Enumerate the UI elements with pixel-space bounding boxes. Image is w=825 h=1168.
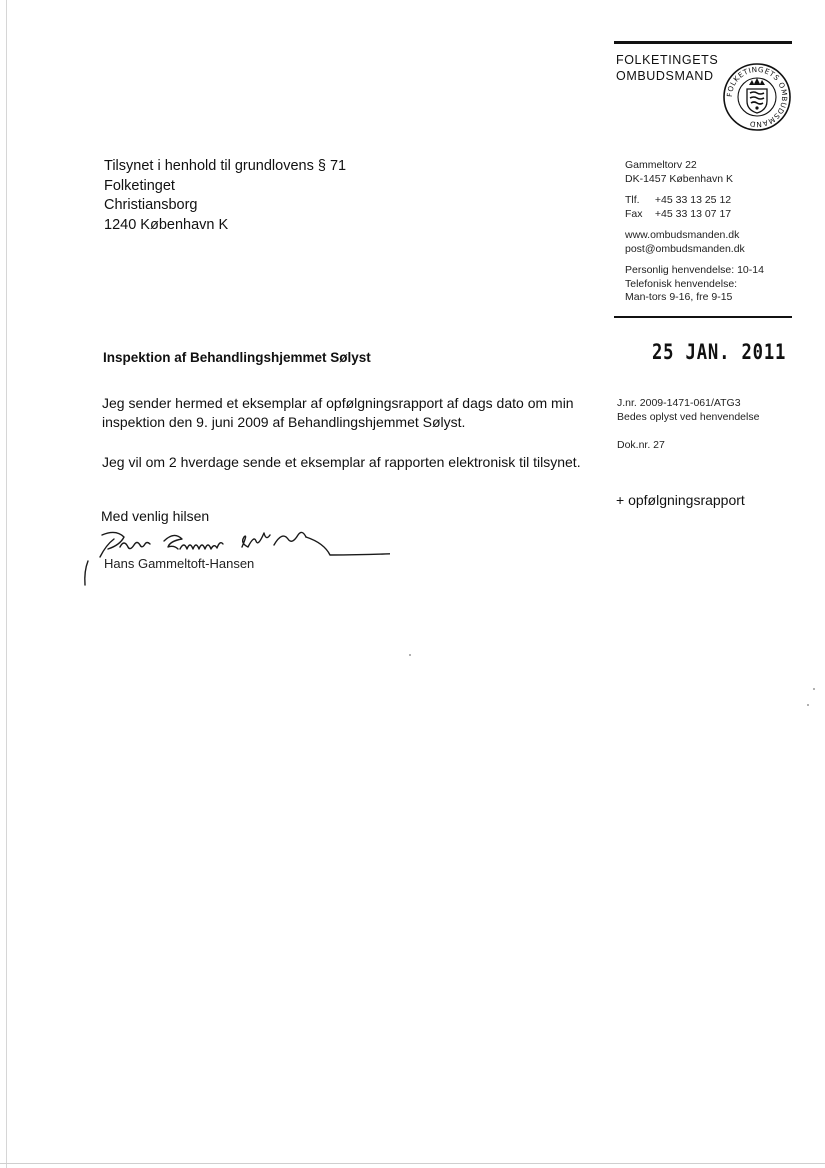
scan-edge-bottom (0, 1163, 825, 1164)
organization-name-line2: OMBUDSMAND (616, 69, 714, 83)
contact-divider-rule (614, 316, 792, 318)
sender-email: post@ombudsmanden.dk (625, 242, 745, 255)
phone-number: +45 33 13 25 12 (654, 194, 732, 206)
organization-name (616, 52, 718, 84)
body-paragraph-1 (102, 394, 592, 432)
sender-phone-row (625, 194, 764, 208)
reference-note: Bedes oplyst ved henvendelse (617, 410, 760, 423)
recipient-line: Folketinget (104, 177, 175, 194)
date-stamp: 25 JAN. 2011 (652, 340, 787, 364)
journal-number: J.nr. 2009-1471-061/ATG3 (617, 397, 741, 409)
svg-text:FOLKETINGETS OMBUDSMAND (725, 65, 789, 129)
body-line: inspektion den 9. juni 2009 af Behandlingshjemmet Sølyst. (102, 414, 466, 430)
recipient-line: 1240 København K (104, 216, 229, 233)
document-number: Dok.nr. 27 (617, 439, 665, 451)
hours-personal: Personlig henvendelse: 10-14 (625, 264, 764, 276)
hours-phone-label: Telefonisk henvendelse: (625, 277, 738, 290)
recipient-line: Christiansborg (104, 197, 198, 213)
scan-speck (807, 704, 809, 706)
sender-street: Gammeltorv 22 (625, 159, 697, 171)
closing-greeting: Med venlig hilsen (101, 508, 210, 524)
sender-contact-block (625, 159, 764, 305)
recipient-line: Tilsynet i henhold til grundlovens § 71 (104, 158, 347, 174)
phone-label: Tlf. (625, 194, 640, 206)
fax-label: Fax (625, 207, 643, 220)
enclosure-note: + opfølgningsrapport (616, 492, 745, 508)
letter-subject: Inspektion af Behandlingshjemmet Sølyst (103, 350, 371, 365)
sender-website: www.ombudsmanden.dk (625, 229, 740, 241)
reference-block (617, 397, 759, 424)
recipient-address (104, 157, 346, 235)
fax-number: +45 33 13 07 17 (654, 207, 732, 220)
body-paragraph-2: Jeg vil om 2 hverdage sende et eksemplar af rapporten elektronisk til tilsynet. (102, 454, 581, 470)
scan-edge-left (6, 0, 7, 1168)
sender-city: DK-1457 København K (625, 172, 733, 185)
ombudsman-seal-logo (722, 62, 792, 132)
scan-speck (409, 654, 411, 656)
organization-name-line1: FOLKETINGETS (616, 53, 719, 67)
letterhead-top-rule (614, 41, 792, 44)
scan-speck (813, 688, 815, 690)
body-line: Jeg sender hermed et eksemplar af opfølgningsrapport af dags dato om min (102, 395, 574, 411)
seal-text: FOLKETINGETS OMBUDSMAND (724, 64, 790, 130)
signer-name: Hans Gammeltoft-Hansen (104, 556, 255, 571)
hours-phone: Man-tors 9-16, fre 9-15 (625, 291, 733, 303)
sender-fax-row (625, 208, 764, 222)
